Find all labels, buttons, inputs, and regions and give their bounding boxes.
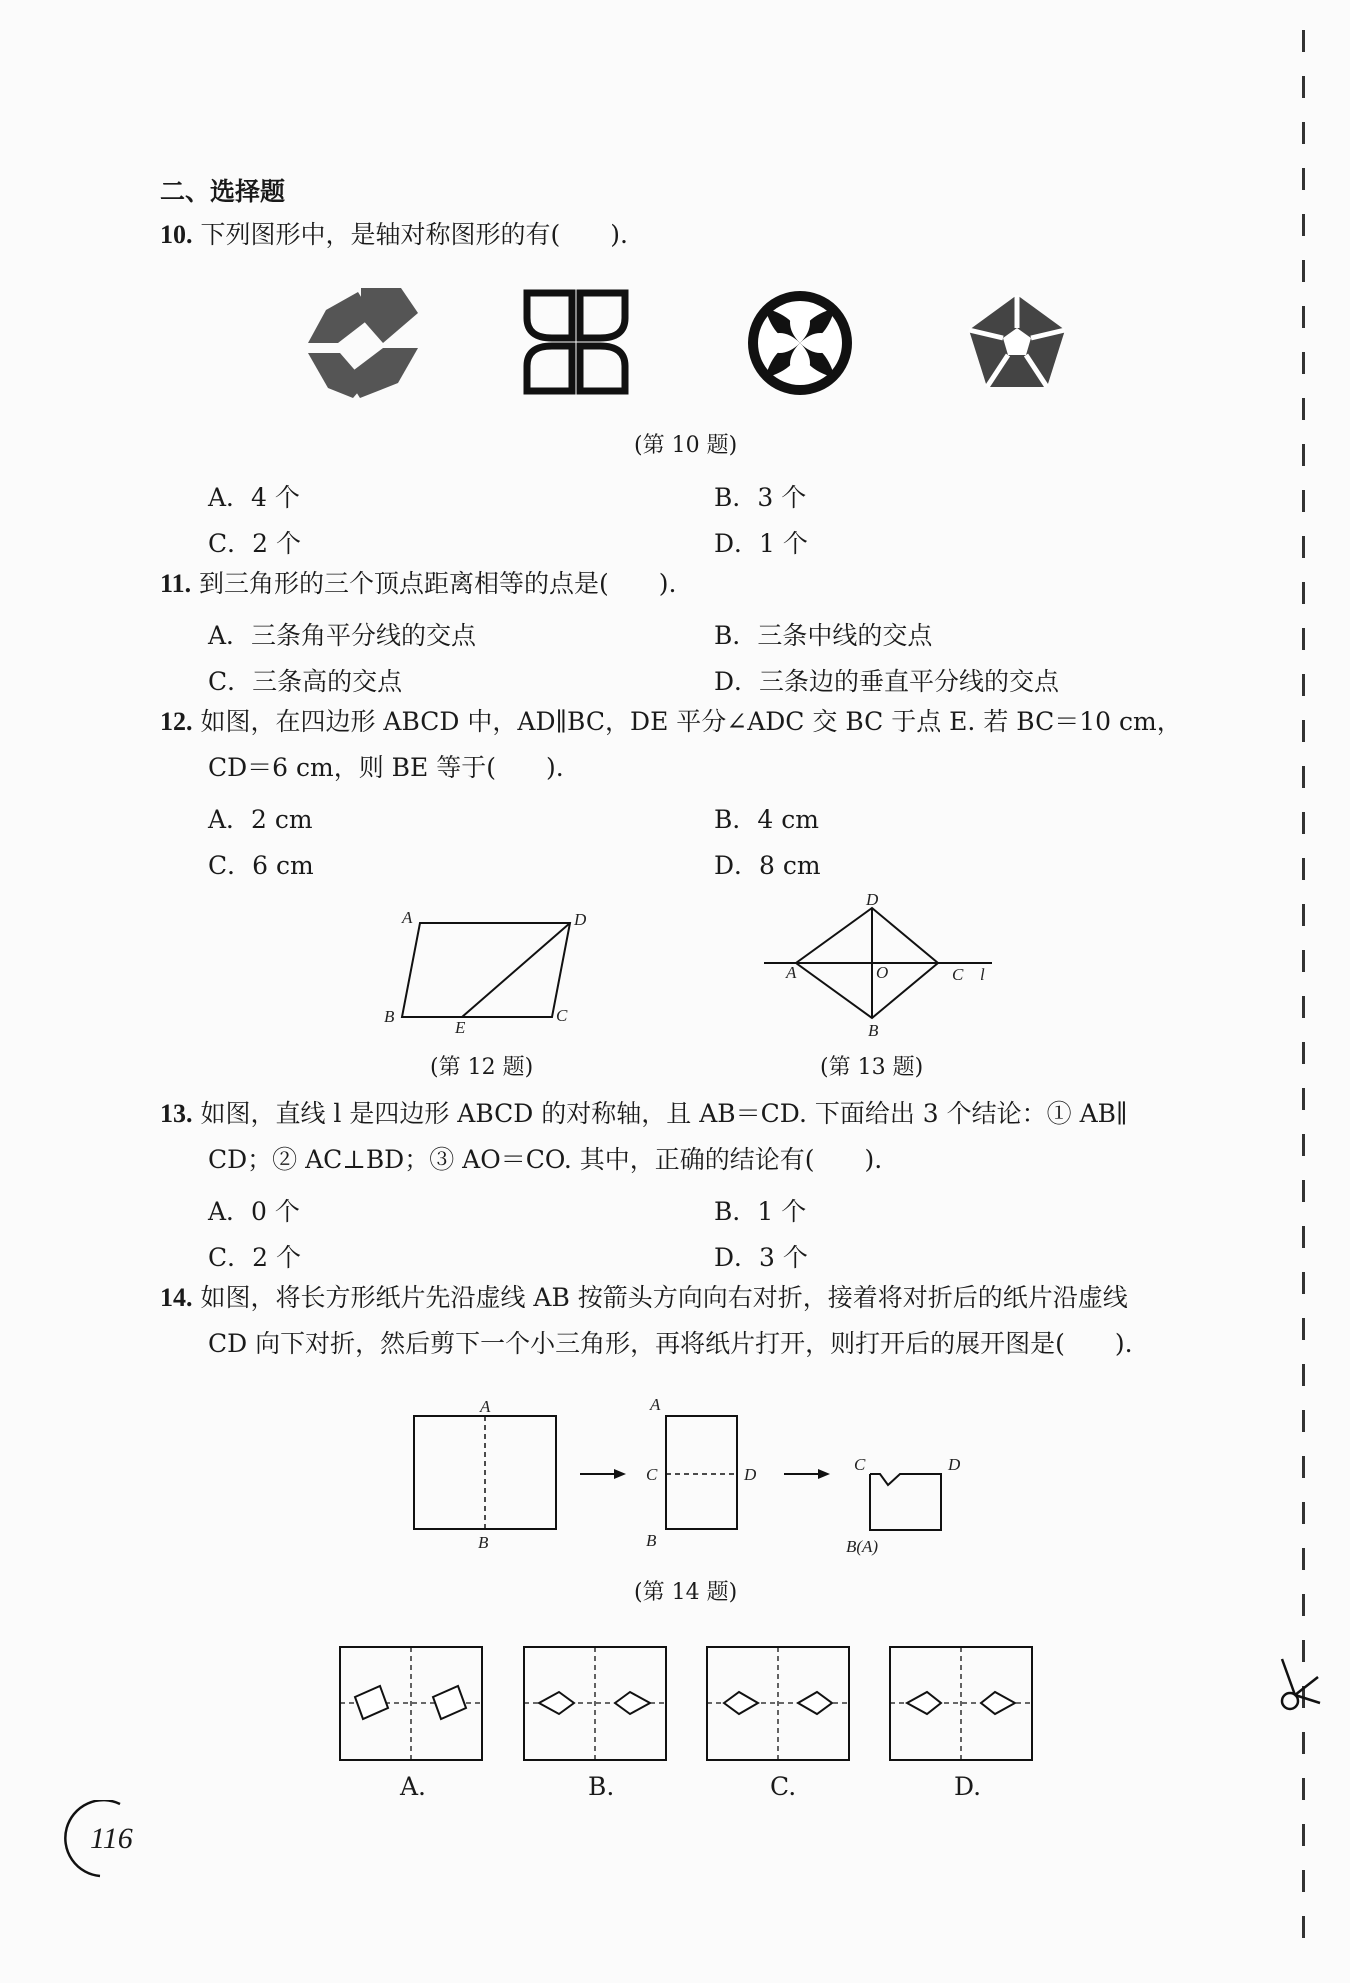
answer-figure-a [340,1647,482,1760]
label-c: C [646,1465,658,1484]
answer-label-a: A. [400,1772,427,1801]
question-11 [160,561,677,607]
option-b: B．4 cm [714,805,819,834]
option-a: A．0 个 [208,1197,300,1226]
question-text-line-1: 如图，直线 l 是四边形 ABCD 的对称轴，且 AB＝CD. 下面给出 3 个结论：① AB∥ [200,1099,1128,1128]
question-number: 12. [160,707,193,736]
label-l: l [980,965,985,984]
question-text-line-1: 如图，在四边形 ABCD 中，AD∥BC，DE 平分∠ADC 交 BC 于点 E. 若 BC＝10 cm， [200,707,1182,736]
option-c: C．2 个 [208,1243,301,1272]
label-d: D [744,1465,757,1484]
answer-label-c: C. [770,1772,797,1801]
figure-caption: (第 10 题) [634,433,738,458]
label-c: C [952,965,964,984]
page-number: 116 [90,1822,133,1855]
label-a: A [480,1397,491,1416]
answer-label-d: D. [954,1772,982,1801]
question-13 [160,1091,1128,1137]
question-number: 14. [160,1283,193,1312]
question-number: 11. [160,569,192,598]
section-title: 二、选择题 [160,177,286,206]
label-a: A [402,908,413,927]
label-d: D [574,910,587,929]
question-text-line-2: CD＝6 cm，则 BE 等于( ). [208,753,564,782]
question-text-line-2: CD 向下对折，然后剪下一个小三角形，再将纸片打开，则打开后的展开图是( ). [208,1329,1133,1358]
option-a: A．三条角平分线的交点 [208,621,477,650]
scissors-icon [1278,1655,1328,1715]
label-b: B [384,1007,395,1026]
q14-fold-figure [400,1390,980,1560]
question-text: 到三角形的三个顶点距离相等的点是( ). [199,569,677,598]
option-c: C．三条高的交点 [208,667,403,696]
answer-figure-c [707,1647,849,1760]
option-b: B．3 个 [714,483,807,512]
q12-figure [380,905,600,1035]
option-c: C．6 cm [208,851,314,880]
q10-figure-1 [308,288,418,398]
question-text-line-1: 如图，将长方形纸片先沿虚线 AB 按箭头方向向右对折，接着将对折后的纸片沿虚线 [200,1283,1128,1312]
question-number: 10. [160,220,193,249]
q10-figure-3 [748,291,852,395]
label-d: D [948,1455,961,1474]
answer-figure-d [890,1647,1032,1760]
option-d: D．1 个 [714,529,808,558]
question-number: 13. [160,1099,193,1128]
label-b: B [868,1021,879,1040]
q13-figure [760,890,1000,1040]
option-b: B．三条中线的交点 [714,621,933,650]
label-a: A [786,963,797,982]
answer-label-b: B. [588,1772,615,1801]
figure-caption: (第 13 题) [820,1055,924,1080]
label-b-a: B(A) [846,1537,879,1556]
option-a: A．4 个 [208,483,300,512]
question-12 [160,699,1182,745]
label-b: B [478,1533,489,1552]
option-a: A．2 cm [208,805,313,834]
label-o: O [876,963,889,982]
q10-figure-2 [527,293,625,391]
label-e: E [455,1018,466,1035]
question-10 [160,212,628,258]
figure-caption: (第 12 题) [430,1055,534,1080]
option-c: C．2 个 [208,529,301,558]
question-14 [160,1275,1128,1321]
question-text-line-2: CD；② AC⊥BD；③ AO＝CO. 其中，正确的结论有( ). [208,1145,883,1174]
option-b: B．1 个 [714,1197,807,1226]
figure-caption: (第 14 题) [634,1580,738,1605]
label-b: B [646,1531,657,1550]
label-c: C [854,1455,866,1474]
q10-figure-4 [969,295,1065,387]
option-d: D．三条边的垂直平分线的交点 [714,667,1060,696]
label-d: D [866,890,879,909]
option-d: D．8 cm [714,851,821,880]
q14-answer-figures [335,1642,1055,1767]
q10-figures [290,280,1080,410]
answer-figure-b [524,1647,666,1760]
option-d: D．3 个 [714,1243,808,1272]
label-c: C [556,1006,568,1025]
label-a: A [650,1395,661,1414]
question-text: 下列图形中，是轴对称图形的有( ). [200,220,628,249]
